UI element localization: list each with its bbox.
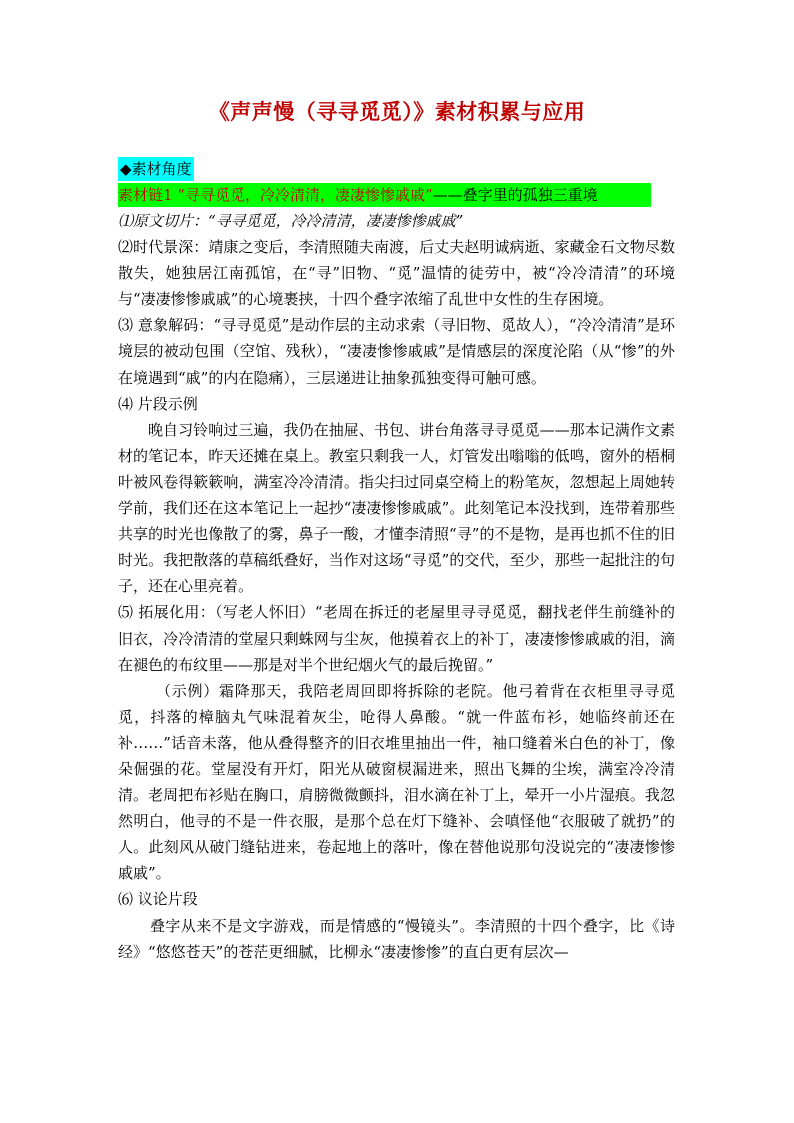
paragraph-example-text: 晚自习铃响过三遍，我仍在抽屉、书包、讲台角落寻寻觅觅——那本记满作文素材的笔记本，昨天还摊在桌上。教室只剩我一人，灯管发出嗡嗡的低鸣，窗外的梧桐叶被风卷得簌簌响，满室冷冷清清。指尖扫过同桌空椅上的粉笔灰，忽想起上周她转学前，我们还在这本笔记上一起抄“凄凄惨惨戚戚”。此刻笔记本没找到，连带着那些共享的时光也像散了的雾，鼻子一酸，才懂李清照“寻”的不是物，是再也抓不住的旧时光。我把散落的草稿纸叠好，当作对这场“寻觅”的交代，至少，那些一起批注的句子，还在心里亮着。 [118,420,675,596]
paragraph-extended-use: ⑸ 拓展化用：（写老人怀旧）“老周在拆迁的老屋里寻寻觅觅，翻找老伴生前缝补的旧衣，冷冷清清的堂屋只剩蛛网与尘灰，他摸着衣上的补丁，凄凄惨惨戚戚的泪，滴在褪色的布纹里——那是对半个世纪烟火气的最后挽留。” [118,603,675,674]
material-chain-heading [118,183,651,207]
section-heading: ◆素材角度 [118,157,194,181]
paragraph-imagery-decoding: ⑶ 意象解码：“寻寻觅觅”是动作层的主动求索（寻旧物、觅故人），“冷冷清清”是环境层的被动包围（空馆、残秋），“凄凄惨惨戚戚”是情感层的深度沦陷（从“惨”的外在境遇到“戚”的内在隐痛），三层递进让抽象孤独变得可触可感。 [118,316,675,387]
material-chain-title: 素材链1 “寻寻觅觅，冷冷清清，凄凄惨惨戚戚” [118,186,433,204]
paragraph-example-heading: ⑷ 片段示例 [118,394,198,413]
paragraph-original-excerpt: ⑴原文切片：“寻寻觅觅，冷冷清清，凄凄惨惨戚戚” [118,212,464,230]
paragraph-argument-text: 叠字从来不是文字游戏，而是情感的“慢镜头”。李清照的十四个叠字，比《诗经》“悠悠苍天”的苍茫更细腻，比柳永“凄凄惨惨”的直白更有层次— [118,916,675,961]
paragraph-sample-essay: （示例）霜降那天，我陪老周回即将拆除的老院。他弓着背在衣柜里寻寻觅觅，抖落的樟脑丸气味混着灰尘，呛得人鼻酸。“就一件蓝布衫，她临终前还在补……”话音未落，他从叠得整齐的旧衣堆里抽出一件，袖口缝着米白色的补丁，像朵倔强的花。堂屋没有开灯，阳光从破窗棂漏进来，照出飞舞的尘埃，满室冷冷清清。老周把布衫贴在胸口，肩膀微微颤抖，泪水滴在补丁上，晕开一小片湿痕。我忽然明白，他寻的不是一件衣服，是那个总在灯下缝补、会嗔怪他“衣服破了就扔”的人。此刻风从破门缝钻进来，卷起地上的落叶，像在替他说那句没说完的“凄凄惨惨戚戚”。 [118,681,675,883]
document-title: 《声声慢（寻寻觅觅）》素材积累与应用 [208,99,586,124]
material-chain-subtitle: ——叠字里的孤独三重境 [432,186,598,204]
paragraph-historical-context: ⑵时代景深：靖康之变后，李清照随夫南渡，后丈夫赵明诚病逝、家藏金石文物尽数散失，她独居江南孤馆，在“寻”旧物、“觅”温情的徒劳中，被“冷冷清清”的环境与“凄凄惨惨戚戚”的心境裹挟，十四个叠字浓缩了乱世中女性的生存困境。 [118,238,675,309]
document-body [118,208,675,965]
paragraph-argument-heading: ⑹ 议论片段 [118,890,198,909]
